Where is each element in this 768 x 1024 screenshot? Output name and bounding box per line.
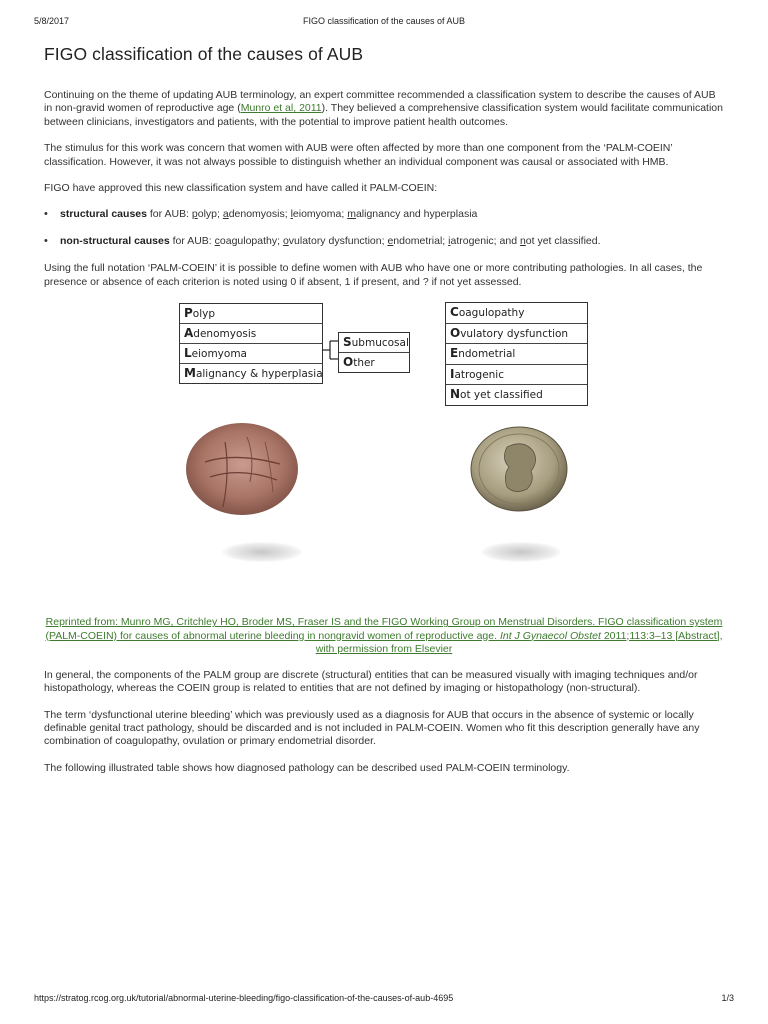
- term-initial: p: [191, 208, 198, 221]
- term-rest: vulatory dysfunction;: [288, 235, 388, 248]
- term-initial: m: [347, 208, 356, 221]
- figure-table-row: Endometrial: [446, 344, 587, 365]
- term-initial: e: [387, 235, 394, 248]
- figure-table-row: Not yet classified: [450, 387, 543, 402]
- figure-table-row: Adenomyosis: [180, 324, 322, 344]
- reprint-source-link[interactable]: Reprinted from: Munro MG, Critchley HO, Broder MS, Fraser IS and the FIGO Working Group on Menstrual Disorders. FIGO classification system (PALM-COEIN) for causes of abnormal uterine bleeding in nongravid women of reproductive age. Int J Gynaecol Obstet 2011;113:3–13 [Abstract], with permission from Elsevier: [45, 616, 723, 656]
- figure-table-row: Submucosal: [339, 333, 409, 353]
- stimulus-paragraph: The stimulus for this work was concern that women with AUB were often affected by more than one component from the ‘PALM-COEIN’ classification. However, it was not always possible to distinguish whether an individual component was causal or associated with HMB.: [44, 142, 673, 168]
- coin-image-shadow: [481, 542, 561, 562]
- list-item-structural: • structural causes for AUB: polyp; adenomyosis; leiomyoma; malignancy and hyperplasia: [44, 208, 724, 221]
- term-initial: n: [519, 235, 526, 248]
- term-rest: eiomyoma;: [292, 208, 348, 221]
- coein-table: [445, 302, 588, 406]
- print-footer: [34, 993, 734, 1003]
- palm-coein-list: [44, 208, 724, 248]
- figure-table-row: Malignancy & hyperplasia: [184, 366, 323, 381]
- leiomyoma-subtype-table: [338, 332, 410, 373]
- print-header: [34, 16, 734, 30]
- figure-caption: [44, 616, 724, 657]
- term-rest: oagulopathy;: [219, 235, 283, 248]
- term-rest: olyp;: [197, 208, 223, 221]
- palm-hand-image: [185, 422, 300, 517]
- print-doc-title: FIGO classification of the causes of AUB: [302, 16, 466, 26]
- hand-image-shadow: [222, 542, 302, 562]
- term-rest: ndometrial;: [393, 235, 449, 248]
- palm-coein-figure: [44, 302, 724, 592]
- figure-table-row: Other: [343, 355, 375, 370]
- term-initial: a: [222, 208, 229, 221]
- coin-image: [469, 425, 569, 513]
- term-initial: c: [214, 235, 220, 248]
- page-title: FIGO classification of the causes of AUB: [44, 44, 364, 64]
- palm-group-paragraph: In general, the components of the PALM group are discrete (structural) entities that can be measured visually with imaging techniques and/or histopathology, whereas the COEIN group is related to entities that are not defined by imaging or histopathology (non-structural).: [44, 668, 698, 695]
- figure-table-row: Coagulopathy: [446, 303, 587, 324]
- print-date: 5/8/2017: [34, 16, 70, 26]
- table-intro-paragraph: The following illustrated table shows how diagnosed pathology can be described used PALM-COEIN terminology.: [44, 761, 570, 774]
- figure-table-row: Iatrogenic: [446, 365, 587, 386]
- term-initial: i: [448, 235, 451, 248]
- figure-table-row: Polyp: [180, 304, 322, 324]
- intro-paragraph: Continuing on the theme of updating AUB terminology, an expert committee recommended a classification system to describe the causes of AUB in non-gravid women of reproductive age (Munro et al, 2011). They believed a comprehensive classification system would facilitate communication between clinicians, investigators and patients, with the potential to improve patient health outcomes.: [44, 89, 723, 128]
- term-rest: alignancy and hyperplasia: [355, 208, 478, 221]
- term-rest: atrogenic; and: [450, 235, 520, 248]
- figo-approval-paragraph: FIGO have approved this new classification system and have called it PALM-COEIN:: [44, 182, 438, 195]
- list-item-non-structural: • non-structural causes for AUB: coagulopathy; ovulatory dysfunction; endometrial; iatrogenic; and not yet classified.: [44, 235, 724, 248]
- dub-paragraph: The term ‘dysfunctional uterine bleeding’ which was previously used as a diagnosis for AUB that occurs in the absence of systemic or locally definable genital tract pathology, should be discarded and is not included in PALM-COEIN. Women who fit this description generally have any combination of coagulopathy, ovulation or primary endometrial disorder.: [44, 708, 700, 748]
- article: [44, 44, 724, 788]
- term-initial: o: [282, 235, 289, 248]
- notation-paragraph: Using the full notation ‘PALM-COEIN’ it is possible to define women with AUB who have one or more contributing pathologies. In all cases, the presence or absence of each criterion is noted using 0 if absent, 1 if present, and ? if not yet assessed.: [44, 262, 703, 288]
- term-rest: ot yet classified.: [525, 235, 601, 248]
- figure-table-row: Leiomyoma: [180, 344, 322, 364]
- figure-table-row: Ovulatory dysfunction: [446, 324, 587, 345]
- print-url: https://stratog.rcog.org.uk/tutorial/abnormal-uterine-bleeding/figo-classification-of-the-causes-of-aub-4695: [34, 993, 454, 1003]
- term-initial: l: [290, 208, 293, 221]
- munro-citation-link[interactable]: Munro et al, 2011: [240, 102, 322, 115]
- page-number: 1/3: [721, 993, 734, 1003]
- term-rest: denomyosis;: [228, 208, 291, 221]
